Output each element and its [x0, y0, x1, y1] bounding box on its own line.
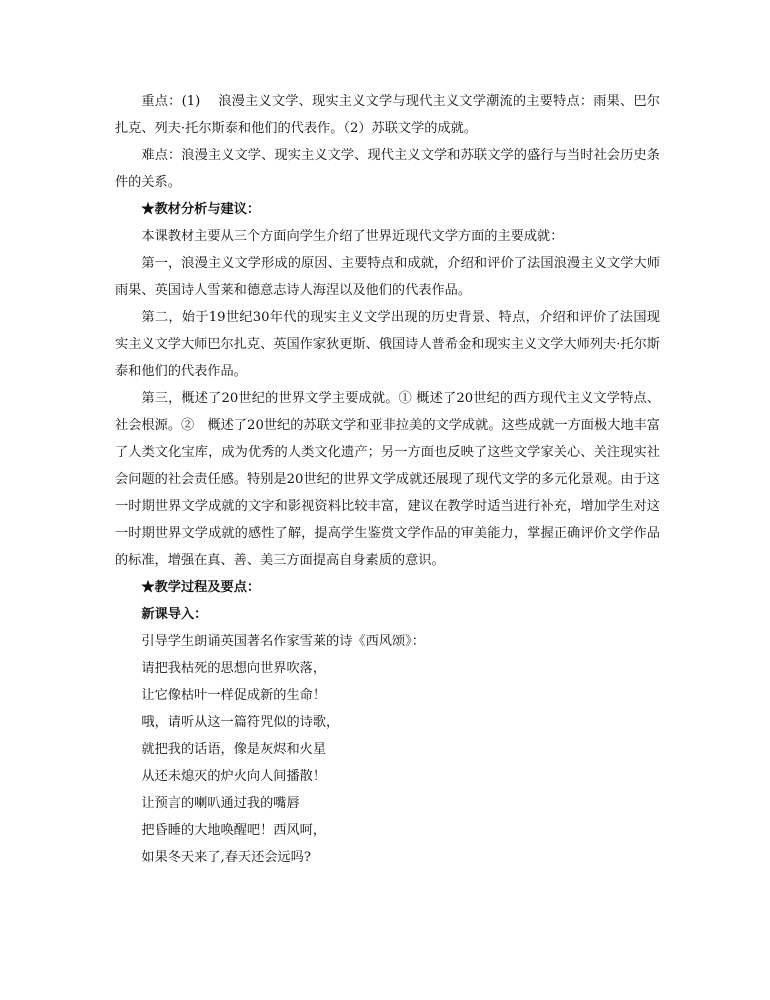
section-heading-teaching-process: ★教学过程及要点： [141, 580, 261, 595]
document-body [115, 88, 660, 871]
subheading-new-lesson-intro: 新课导入： [141, 607, 208, 622]
key-points-paragraph: 重点：(1) 浪漫主义文学、现实主义文学与现代主义文学潮流的主要特点：雨果、巴尔扎克、列夫·托尔斯泰和他们的代表作。（2）苏联文学的成就。 [115, 94, 660, 136]
poem-line: 请把我枯死的思想向世界吹落， [141, 661, 327, 676]
poem-line: 让预言的喇叭通过我的嘴唇 [141, 796, 300, 811]
poem-line: 把昏睡的大地唤醒吧！西风呵， [141, 823, 327, 838]
poem-line: 如果冬天来了,春天还会远吗? [141, 850, 311, 865]
body-paragraph-intro: 本课教材主要从三个方面向学生介绍了世界近现代文学方面的主要成就： [141, 229, 564, 244]
poem-line: 让它像枯叶一样促成新的生命！ [141, 688, 327, 703]
poem-line: 哦，请听从这一篇符咒似的诗歌， [141, 715, 340, 730]
poem-line: 从还未熄灭的炉火向人间播散！ [141, 769, 327, 784]
body-paragraph-third: 第三，概述了20世纪的世界文学主要成就。① 概述了20世纪的西方现代主义文学特点、社会根源。② 概述了20世纪的苏联文学和亚非拉美的文学成就。这些成就一方面极大地丰富了人类文化宝库，成为优秀的人类文化遗产；另一方面也反映了这些文学家关心、关注现实社会问题的社会责任感。特别是20世纪的世界文学成就还展现了现代文学的多元化景观。由于这一时期世界文学成就的文字和影视资料比较丰富，建议在教学时适当进行补充，增加学生对这一时期世界文学成就的感性了解，提高学生鉴赏文学作品的审美能力，掌握正确评价文学作品的标准，增强在真、善、美三方面提高自身素质的意识。 [115, 391, 660, 568]
difficulty-paragraph: 难点：浪漫主义文学、现实主义文学、现代主义文学和苏联文学的盛行与当时社会历史条件的关系。 [115, 148, 660, 190]
body-paragraph-second: 第二，始于19世纪30年代的现实主义文学出现的历史背景、特点，介绍和评价了法国现实主义文学大师巴尔扎克、英国作家狄更斯、俄国诗人普希金和现实主义文学大师列夫·托尔斯泰和他们的代表作品。 [115, 310, 660, 379]
poem-line: 就把我的话语，像是灰烬和火星 [141, 742, 327, 757]
poem-introduction: 引导学生朗诵英国著名作家雪莱的诗《西风颂》： [141, 634, 425, 649]
body-paragraph-first: 第一，浪漫主义文学形成的原因、主要特点和成就，介绍和评价了法国浪漫主义文学大师雨果、英国诗人雪莱和德意志诗人海涅以及他们的代表作品。 [115, 256, 660, 298]
section-heading-material-analysis: ★教材分析与建议： [141, 202, 261, 217]
